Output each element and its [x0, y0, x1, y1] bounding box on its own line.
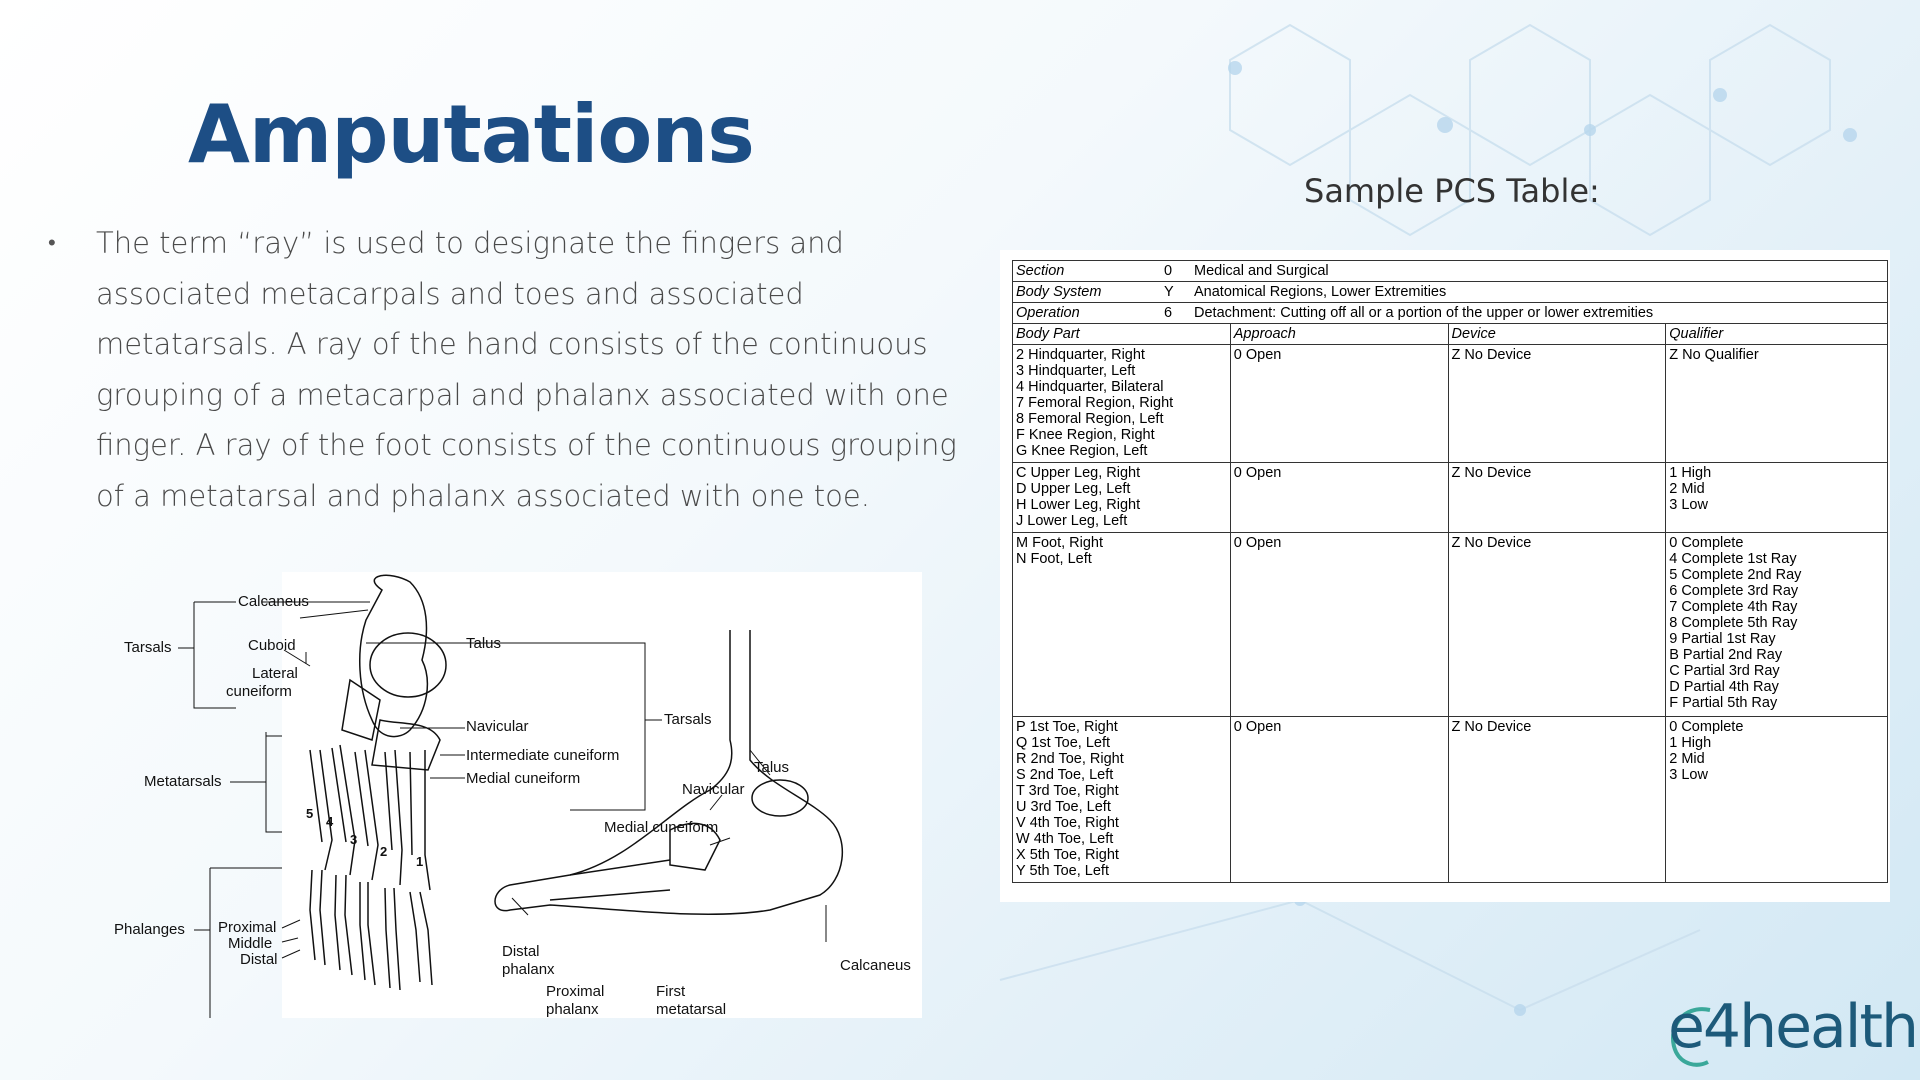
row2-qualifier: 1 High 2 Mid 3 Low: [1666, 463, 1888, 533]
row1-approach: 0 Open: [1230, 345, 1448, 463]
label-phalanges: Phalanges: [114, 921, 185, 938]
pcs-table: [1012, 260, 1888, 883]
label-proximal: Proximal: [218, 919, 277, 936]
e4health-logo: [1668, 992, 1918, 1068]
pcs-header-row: [1013, 324, 1888, 345]
meta-desc-body-system: Anatomical Regions, Lower Extremities: [1194, 284, 1447, 300]
diagram-background: [282, 572, 922, 1018]
row1-body-part: 2 Hindquarter, Right 3 Hindquarter, Left 4 Hindquarter, Bilateral 7 Femoral Region, Right 8 Femoral Region, Left F Knee Region, Right G Knee Region, Left: [1013, 345, 1231, 463]
logo-text: e4health: [1668, 992, 1918, 1062]
meta-label-section: Section: [1016, 263, 1065, 279]
header-approach: Approach: [1230, 324, 1448, 345]
row4-device: Z No Device: [1448, 717, 1666, 883]
label-lateral: Lateral: [252, 665, 298, 682]
toe-number-2: 2: [380, 844, 388, 859]
row4-qualifier: 0 Complete 1 High 2 Mid 3 Low: [1666, 717, 1888, 883]
row3-qualifier: 0 Complete 4 Complete 1st Ray 5 Complete 2nd Ray 6 Complete 3rd Ray 7 Complete 4th Ray 8 Complete 5th Ray 9 Partial 1st Ray B Partial 2nd Ray C Partial 3rd Ray D Partial 4th Ray F Partial 5th Ray: [1666, 533, 1888, 717]
label-distal: Distal: [240, 951, 278, 968]
header-qualifier: Qualifier: [1666, 324, 1888, 345]
toe-number-3: 3: [350, 832, 358, 847]
label-calcaneus-side: Calcaneus: [840, 957, 911, 974]
toe-number-5: 5: [306, 806, 314, 821]
toe-number-4: 4: [326, 814, 334, 829]
label-distal-phalanx-2: phalanx: [502, 961, 555, 978]
pcs-meta-row-body-system: [1013, 282, 1888, 303]
foot-anatomy-diagram: [110, 570, 922, 1018]
pcs-table-card: [1000, 250, 1890, 902]
bullet-text: The term “ray” is used to designate the fingers and associated metacarpals and toes and associated metatarsals. A ray of the hand consists of the continuous grouping of a metacarpal and phalanx associated with one finger. A ray of the foot consists of the continuous grouping of a metatarsal and phalanx associated with one toe.: [96, 226, 957, 513]
label-metatarsals: Metatarsals: [144, 773, 222, 790]
label-tarsals-right: Tarsals: [664, 711, 712, 728]
row3-device: Z No Device: [1448, 533, 1666, 717]
row4-approach: 0 Open: [1230, 717, 1448, 883]
pcs-row-2: [1013, 463, 1888, 533]
header-body-part: Body Part: [1013, 324, 1231, 345]
row4-body-part: P 1st Toe, Right Q 1st Toe, Left R 2nd Toe, Right S 2nd Toe, Left T 3rd Toe, Right U 3rd Toe, Left V 4th Toe, Right W 4th Toe, Left X 5th Toe, Right Y 5th Toe, Left: [1013, 717, 1231, 883]
label-medial-cuneiform-side: Medial cuneiform: [604, 819, 719, 836]
meta-label-body-system: Body System: [1016, 284, 1102, 300]
meta-code-section: 0: [1164, 263, 1173, 279]
label-proximal-phalanx-2: phalanx: [546, 1001, 599, 1018]
row1-qualifier: Z No Qualifier: [1666, 345, 1888, 463]
slide-title: Amputations: [188, 88, 754, 181]
meta-desc-section: Medical and Surgical: [1194, 263, 1329, 279]
pcs-row-4: [1013, 717, 1888, 883]
row3-body-part: M Foot, Right N Foot, Left: [1013, 533, 1231, 717]
row2-body-part: C Upper Leg, Right D Upper Leg, Left H Lower Leg, Right J Lower Leg, Left: [1013, 463, 1231, 533]
row1-device: Z No Device: [1448, 345, 1666, 463]
pcs-meta-row-section: [1013, 261, 1888, 282]
label-navicular-side: Navicular: [682, 781, 745, 798]
row2-device: Z No Device: [1448, 463, 1666, 533]
meta-desc-operation: Detachment: Cutting off all or a portion of the upper or lower extremities: [1194, 305, 1654, 321]
label-distal-phalanx-1: Distal: [502, 943, 540, 960]
meta-code-body-system: Y: [1164, 284, 1174, 300]
sample-pcs-label: Sample PCS Table:: [1304, 172, 1600, 210]
bullet-list: [44, 218, 964, 521]
label-talus-top: Talus: [466, 635, 502, 652]
label-intermediate-cuneiform: Intermediate cuneiform: [466, 747, 620, 764]
label-first-metatarsal-2: metatarsal: [656, 1001, 727, 1018]
bullet-marker: •: [48, 230, 56, 255]
label-medial-cuneiform-top: Medial cuneiform: [466, 770, 581, 787]
row3-approach: 0 Open: [1230, 533, 1448, 717]
meta-code-operation: 6: [1164, 305, 1173, 321]
meta-label-operation: Operation: [1016, 305, 1080, 321]
row2-approach: 0 Open: [1230, 463, 1448, 533]
label-tarsals-left: Tarsals: [124, 639, 172, 656]
pcs-meta-row-operation: [1013, 303, 1888, 324]
label-proximal-phalanx-1: Proximal: [546, 983, 605, 1000]
pcs-row-3: [1013, 533, 1888, 717]
header-device: Device: [1448, 324, 1666, 345]
label-navicular-top: Navicular: [466, 718, 529, 735]
foot-diagram-svg: [110, 570, 922, 1018]
toe-number-1: 1: [416, 854, 424, 869]
label-lateral-cuneiform: cuneiform: [226, 683, 292, 700]
label-talus-side: Talus: [754, 759, 790, 776]
label-cuboid: Cuboid: [248, 637, 296, 654]
pcs-row-1: [1013, 345, 1888, 463]
label-calcaneus: Calcaneus: [238, 593, 309, 610]
label-first-metatarsal-1: First: [656, 983, 686, 1000]
label-middle: Middle: [228, 935, 273, 952]
